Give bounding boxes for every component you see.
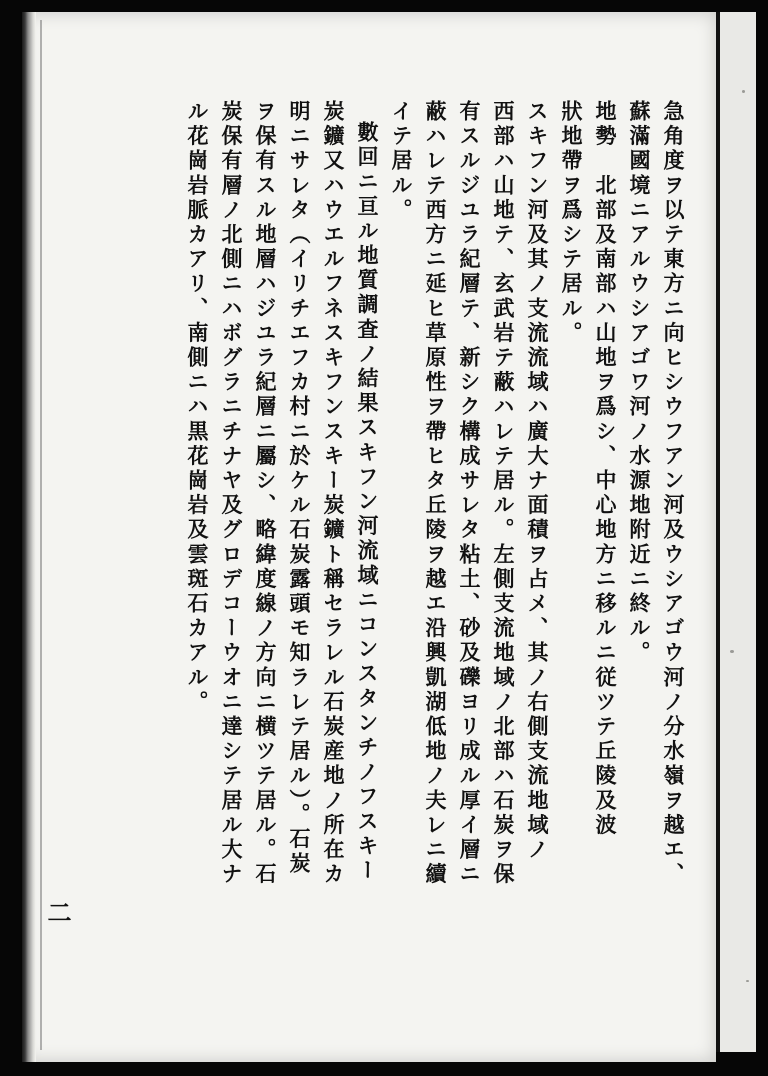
- text-column: ヲ保有スル地層ハジユラ紀層ニ屬シ、略緯度線ノ方向ニ横ツテ居ル。石: [253, 100, 278, 888]
- text-column: 數回ニ亘ル地質調査ノ結果スキフン河流域ニコンスタンチノフスキー: [355, 121, 380, 884]
- adjacent-page-strip: [720, 12, 756, 1052]
- text-column: 蘇滿國境ニアルウシアゴワ河ノ水源地附近ニ終ル。: [627, 100, 652, 666]
- text-column: 地勢 北部及南部ハ山地ヲ爲シ、中心地方ニ移ルニ従ツテ丘陵及波: [593, 100, 618, 838]
- text-column: ル花崗岩脈カアリ、南側ニハ黒花崗岩及雲斑石カアル。: [185, 100, 210, 715]
- text-column: 蔽ハレテ西方ニ延ヒ草原性ヲ帶ヒタ丘陵ヲ越エ沿興凱湖低地ノ夫レニ續: [423, 100, 448, 888]
- text-column: 炭鑛又ハウエルフネスキフンスキー炭鑛ト稱セラレル石炭産地ノ所在カ: [321, 100, 346, 888]
- gutter-line: [40, 20, 42, 1050]
- book-gutter: [22, 12, 36, 1062]
- scan-speck: [742, 90, 745, 93]
- text-column: 炭保有層ノ北側ニハボグラニチナヤ及グロデコーウオニ達シテ居ル大ナ: [219, 100, 244, 888]
- text-column: 明ニサレタ（イリチエフカ村ニ於ケル石炭露頭モ知ラレテ居ル）。石炭: [287, 100, 312, 877]
- text-column: 狀地帶ヲ爲シテ居ル。: [559, 100, 584, 346]
- text-column: スキフン河及其ノ支流流域ハ廣大ナ面積ヲ占メ、其ノ右側支流地域ノ: [525, 100, 550, 863]
- text-column: 有スルジユラ紀層テ、新シク構成サレタ粘土、砂及礫ヨリ成ル厚イ層ニ: [457, 100, 482, 888]
- text-column: イテ居ル。: [389, 100, 414, 223]
- text-column: 西部ハ山地テ、玄武岩テ蔽ハレテ居ル。左側支流地域ノ北部ハ石炭ヲ保: [491, 100, 516, 888]
- vertical-text-body: [180, 100, 690, 888]
- scan-speck: [746, 980, 749, 982]
- scan-speck: [730, 650, 734, 653]
- text-column: 急角度ヲ以テ東方ニ向ヒシウフアン河及ウシアゴウ河ノ分水嶺ヲ越エ、: [661, 100, 686, 888]
- page-number: 二: [43, 900, 72, 924]
